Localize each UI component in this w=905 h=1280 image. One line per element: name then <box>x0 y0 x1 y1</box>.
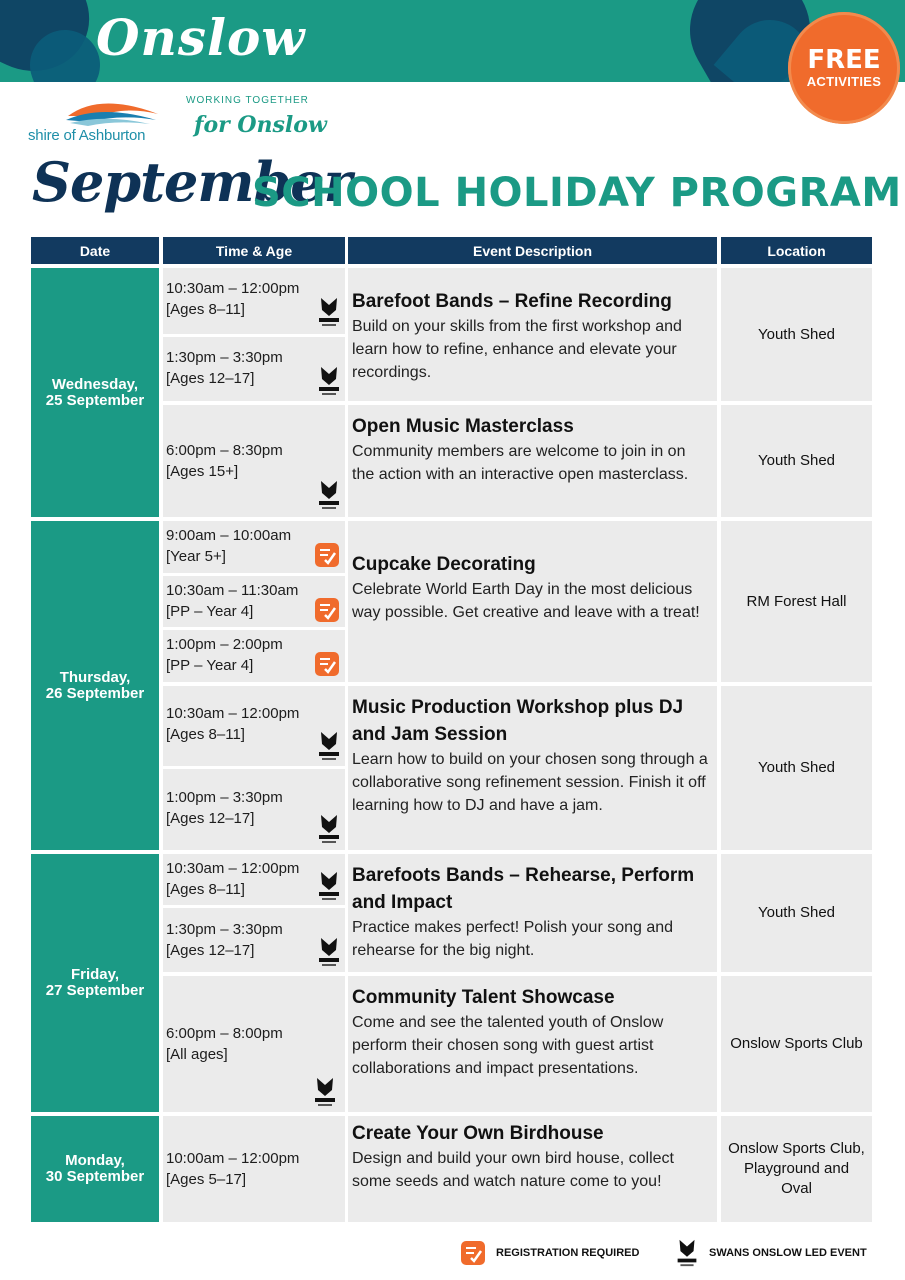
time-cell <box>163 521 345 573</box>
working-together-label: WORKING TOGETHER <box>186 95 309 106</box>
time-cell <box>163 268 345 334</box>
time-cell <box>163 576 345 627</box>
session-age: [Ages 12–17] <box>166 942 255 959</box>
time-cell <box>163 1116 345 1222</box>
event-title: Barefoots Bands – Rehearse, Perform and Impact <box>352 865 695 913</box>
session-time: 6:00pm – 8:00pm <box>166 1025 283 1042</box>
event-cell <box>348 1116 717 1222</box>
event-title: Barefoot Bands – Refine Recording <box>352 291 672 312</box>
event-title: Cupcake Decorating <box>352 554 536 575</box>
badge-activities-label: ACTIVITIES <box>806 74 882 89</box>
swans-onslow-icon <box>317 479 341 511</box>
event-cell <box>348 268 717 401</box>
swans-onslow-icon <box>317 296 341 328</box>
time-cell <box>163 686 345 766</box>
event-description: Build on your skills from the first workshop and learn how to refine, enhance and elevate your recordings. <box>352 318 682 381</box>
date-date: 30 September <box>45 1168 145 1185</box>
swans-onslow-icon <box>317 730 341 762</box>
swans-onslow-icon <box>313 1076 337 1108</box>
session-age: [PP – Year 4] <box>166 657 254 674</box>
event-description: Practice makes perfect! Polish your song and rehearse for the big night. <box>352 919 674 959</box>
time-cell <box>163 854 345 905</box>
session-age: [Year 5+] <box>166 548 226 565</box>
date-date: 27 September <box>45 982 145 999</box>
time-cell <box>163 630 345 682</box>
location-cell <box>721 976 872 1112</box>
date-cell-monday <box>31 1116 159 1222</box>
date-day: Friday, <box>70 966 120 983</box>
event-title: Community Talent Showcase <box>352 987 615 1008</box>
date-cell-friday <box>31 854 159 1112</box>
registration-icon <box>314 542 340 568</box>
event-description: Celebrate World Earth Day in the most delicious way possible. Get creative and leave with a treat! <box>352 581 700 621</box>
session-time: 1:00pm – 2:00pm <box>166 636 283 653</box>
date-date: 26 September <box>45 684 145 702</box>
event-cell <box>348 686 717 850</box>
registration-icon <box>314 651 340 677</box>
badge-free-label: FREE <box>807 45 881 75</box>
event-cell <box>348 405 717 517</box>
session-age: [All ages] <box>166 1046 228 1063</box>
swans-onslow-icon <box>317 870 341 902</box>
event-location: Youth Shed <box>757 452 836 469</box>
event-cell <box>348 521 717 682</box>
swans-onslow-icon <box>674 1238 700 1268</box>
onslow-brand-title: Onslow <box>96 8 306 67</box>
time-cell <box>163 976 345 1112</box>
for-onslow-label: for Onslow <box>194 112 327 138</box>
event-description: Learn how to build on your chosen song through a collaborative song refinement session. Finish it off learning how to DJ and have a jam. <box>352 751 708 814</box>
location-cell <box>721 1116 872 1222</box>
event-description: Design and build your own bird house, collect some seeds and watch nature come to you! <box>352 1150 674 1190</box>
location-cell <box>721 854 872 972</box>
date-cell-thursday <box>31 521 159 850</box>
column-header-location: Location <box>721 237 872 264</box>
legend-swans-label: SWANS ONSLOW LED EVENT <box>709 1247 867 1259</box>
session-age: [Ages 8–11] <box>166 881 245 898</box>
event-location: Youth Shed <box>757 904 836 921</box>
registration-icon <box>460 1240 486 1266</box>
session-age: [Ages 8–11] <box>166 726 245 743</box>
column-header-event-description: Event Description <box>348 237 717 264</box>
legend-registration <box>460 1238 639 1268</box>
event-location: Onslow Sports Club, Playground and Oval <box>728 1140 865 1197</box>
time-cell <box>163 337 345 401</box>
time-cell <box>163 769 345 850</box>
location-cell <box>721 686 872 850</box>
date-day: Thursday, <box>59 668 131 686</box>
swans-onslow-icon <box>317 813 341 845</box>
event-location: Youth Shed <box>757 759 836 776</box>
event-cell <box>348 976 717 1112</box>
date-day: Wednesday, <box>51 375 139 393</box>
session-time: 10:30am – 12:00pm <box>166 280 300 297</box>
column-header-time-age: Time & Age <box>163 237 345 264</box>
session-time: 1:00pm – 3:30pm <box>166 789 283 806</box>
shire-logo-text: shire of Ashburton <box>28 127 146 144</box>
session-time: 1:30pm – 3:30pm <box>166 349 283 366</box>
session-time: 9:00am – 10:00am <box>166 527 292 544</box>
swans-onslow-icon <box>317 365 341 397</box>
swans-onslow-icon <box>317 936 341 968</box>
event-description: Community members are welcome to join in on the action with an interactive open masterclass. <box>352 443 689 483</box>
event-description: Come and see the talented youth of Onslow perform their chosen song with guest artist collaborations and impact presentations. <box>352 1014 664 1077</box>
event-location: Onslow Sports Club <box>730 1035 863 1052</box>
date-date: 25 September <box>45 391 145 409</box>
time-cell <box>163 405 345 517</box>
session-age: [Ages 12–17] <box>166 810 255 827</box>
event-cell <box>348 854 717 972</box>
session-age: [Ages 15+] <box>166 463 239 480</box>
event-title: Music Production Workshop plus DJ and Jam Session <box>352 697 684 745</box>
event-title: Create Your Own Birdhouse <box>352 1123 604 1144</box>
session-time: 10:00am – 12:00pm <box>166 1150 300 1167</box>
session-age: [Ages 5–17] <box>166 1171 247 1188</box>
header-band <box>0 0 905 82</box>
column-header-date: Date <box>31 237 159 264</box>
event-location: RM Forest Hall <box>746 592 847 610</box>
location-cell <box>721 405 872 517</box>
event-title: Open Music Masterclass <box>352 416 574 437</box>
session-time: 10:30am – 12:00pm <box>166 705 300 722</box>
free-activities-badge <box>788 12 900 124</box>
title-month: September <box>32 150 352 214</box>
session-time: 10:30am – 12:00pm <box>166 860 300 877</box>
date-day: Monday, <box>65 1152 125 1169</box>
session-age: [Ages 12–17] <box>166 370 255 387</box>
session-time: 10:30am – 11:30am <box>166 582 299 599</box>
session-age: [Ages 8–11] <box>166 301 245 318</box>
location-cell <box>721 268 872 401</box>
event-location: Youth Shed <box>757 325 836 343</box>
legend-swans <box>674 1238 867 1268</box>
session-time: 6:00pm – 8:30pm <box>166 442 283 459</box>
legend-registration-label: REGISTRATION REQUIRED <box>496 1247 640 1259</box>
location-cell <box>721 521 872 682</box>
date-cell-wednesday <box>31 268 159 517</box>
session-age: [PP – Year 4] <box>166 603 254 620</box>
title-program: SCHOOL HOLIDAY PROGRAM <box>252 170 902 216</box>
registration-icon <box>314 597 340 623</box>
session-time: 1:30pm – 3:30pm <box>166 921 283 938</box>
time-cell <box>163 908 345 972</box>
